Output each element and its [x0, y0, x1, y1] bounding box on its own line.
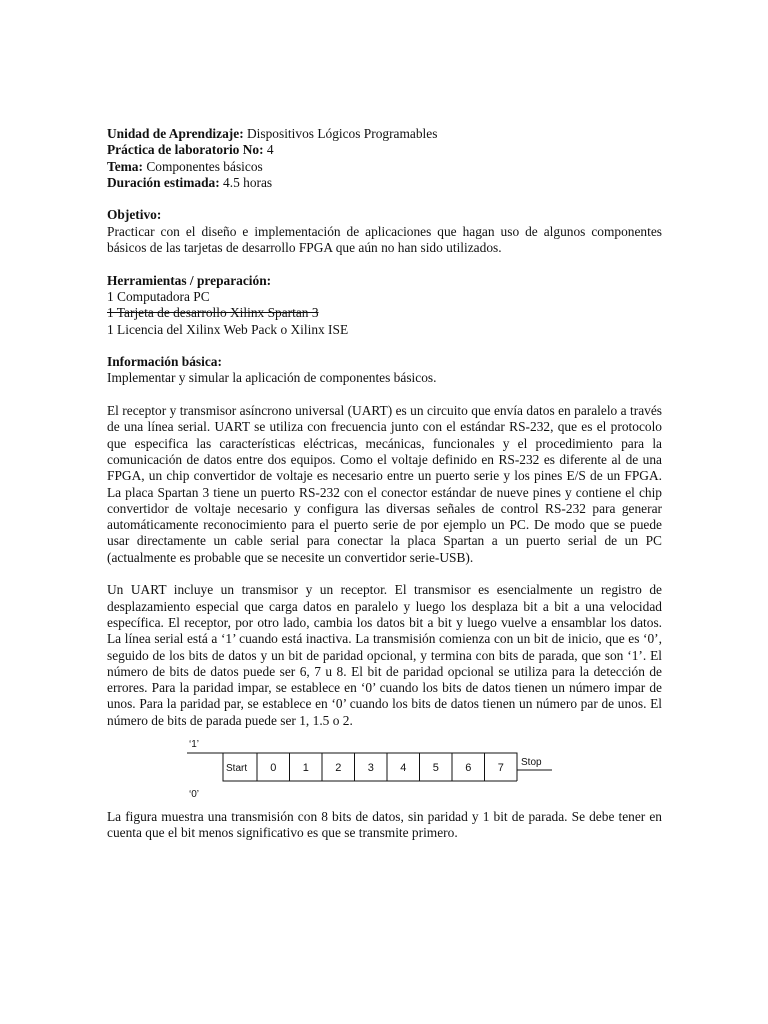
herramienta-item: 1 Licencia del Xilinx Web Pack o Xilinx ISE — [107, 321, 349, 337]
practica-line — [107, 142, 662, 158]
figure-caption: La figura muestra una transmisión con 8 bits de datos, sin paridad y 1 bit de parada. Se debe tener en cuenta que el bit menos significativo es que se transmite primero. — [107, 808, 662, 841]
data-bit-label: 1 — [302, 761, 309, 774]
spacer — [107, 387, 662, 403]
spacer — [107, 256, 662, 272]
data-bit-label: 3 — [367, 761, 374, 774]
data-bit-label: 4 — [400, 761, 407, 774]
duracion-value: 4.5 horas — [219, 174, 273, 190]
uart-paragraph-1: El receptor y transmisor asíncrono universal (UART) es un circuito que envía datos en paralelo a través de una línea serial. UART se utiliza con frecuencia junto con el estándar RS-232, que es el protocolo que especifica las características eléctricas, mecánicas, funcionales y el procedimiento para la comunicación de datos entre dos equipos. Como el voltaje definido en RS-232 es diferente al de una FPGA, un chip convertidor de voltaje es necesario entre un puerto serie y los pines E/S de un FPGA. La placa Spartan 3 tiene un puerto RS-232 con el conector estándar de nueve pines y contiene el chip convertidor de voltaje necesario y configura las diversas señales de control RS-232 para generar automáticamente reconocimiento para el puerto serie de por ejemplo un PC. De modo que se puede usar directamente un cable serial para conectar la placa Spartan a un puerto serial de un PC (actualmente es probable que se necesite un convertidor serie-USB). — [107, 403, 662, 565]
spacer — [107, 191, 662, 207]
practica-label: Práctica de laboratorio No: — [107, 142, 264, 158]
herramienta-item: 1 Computadora PC — [107, 288, 210, 304]
duracion-label: Duración estimada: — [107, 174, 220, 190]
data-bit-label: 7 — [497, 761, 504, 774]
level-low-label: ‘0’ — [189, 788, 200, 799]
unidad-value: Dispositivos Lógicos Programables — [243, 126, 438, 141]
level-high-label: ‘1’ — [189, 738, 200, 750]
duracion-line — [107, 175, 662, 191]
data-bit-label: 0 — [270, 761, 277, 774]
herramientas-heading: Herramientas / preparación: — [107, 272, 272, 288]
informacion-intro: Implementar y simular la aplicación de componentes básicos. — [107, 370, 437, 386]
stop-bit-label: Stop — [521, 756, 542, 768]
herramienta-item-struck: 1 Tarjeta de desarrollo Xilinx Spartan 3 — [107, 305, 319, 321]
informacion-heading: Información básica: — [107, 354, 222, 370]
tema-value: Componentes básicos — [142, 158, 263, 174]
uart-paragraph-2: Un UART incluye un transmisor y un receptor. El transmisor es esencialmente un registro de desplazamiento especial que carga datos en paralelo y luego los desplaza bit a bit a una velocidad específica. El receptor, por otro lado, cambia los datos bit a bit y luego vuelve a ensamblar los datos. La línea serial está a ‘1’ cuando está inactiva. La transmisión comienza con un bit de inicio, que es ‘0’, seguido de los bits de datos y un bit de paridad opcional, y termina con bits de parada, que son ‘1’. El número de bits de datos puede ser 6, 7 u 8. El bit de paridad opcional se utiliza para la detección de errores. Para la paridad impar, se establece en ‘0’ cuando los bits de datos tienen un número impar de unos. Para la paridad par, se establece en ‘0’ cuando los bits de datos tienen un número par de unos. El número de bits de parada puede ser 1, 1.5 o 2. — [107, 582, 662, 728]
document-content — [107, 126, 662, 842]
spacer — [107, 338, 662, 354]
unidad-label: Unidad de Aprendizaje: — [107, 126, 244, 141]
unidad-line — [107, 126, 662, 142]
data-bit-label: 5 — [432, 761, 439, 774]
bit-cells — [257, 753, 517, 781]
tema-line — [107, 159, 662, 175]
data-bit-label: 6 — [465, 761, 472, 774]
uart-frame-svg — [187, 737, 557, 799]
objetivo-text: Practicar con el diseño e implementación de aplicaciones que hagan uso de algunos componentes básicos de las tarjetas de desarrollo FPGA que aún no han sido utilizados. — [107, 223, 662, 256]
practica-value: 4 — [263, 142, 274, 158]
tema-label: Tema: — [107, 158, 143, 174]
data-bit-label: 2 — [335, 761, 342, 774]
uart-frame-diagram — [107, 737, 662, 799]
objetivo-heading: Objetivo: — [107, 207, 162, 223]
start-bit-label: Start — [226, 762, 248, 774]
spacer — [107, 566, 662, 582]
